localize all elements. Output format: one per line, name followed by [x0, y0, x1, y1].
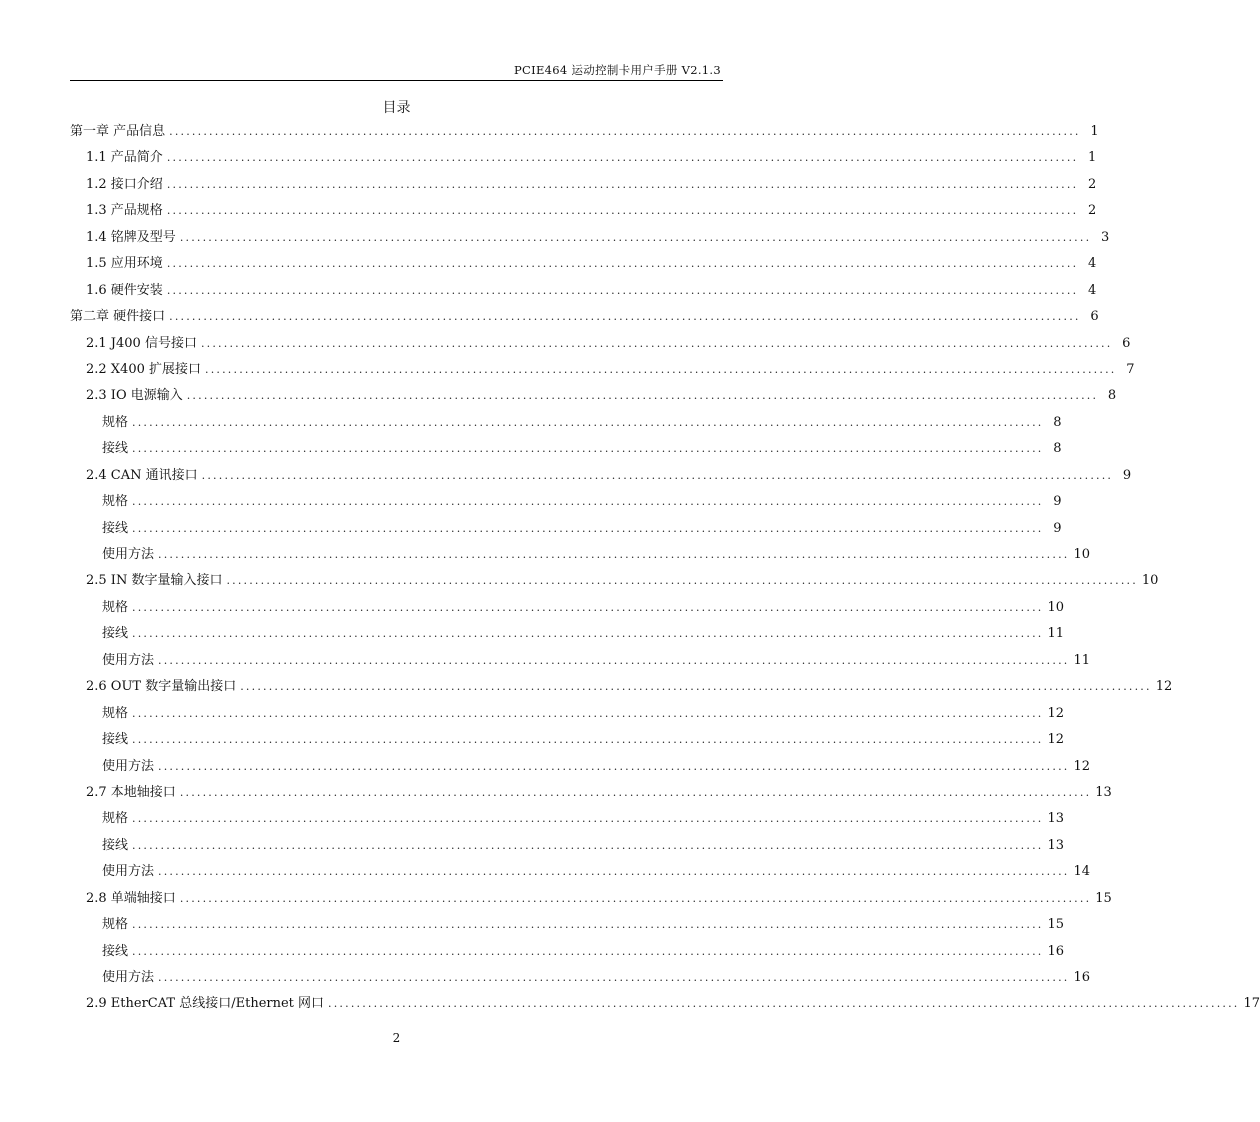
- page-number: 2: [392, 1031, 401, 1045]
- toc-entry[interactable]: [70, 965, 1091, 991]
- toc-entry-label: 2.3 IO 电源输入: [86, 388, 183, 404]
- toc-leader-dots: ................................................................................................................................................................: [132, 600, 1044, 614]
- toc-entry[interactable]: [70, 595, 1065, 621]
- toc-entry-page: 4: [1087, 282, 1097, 298]
- toc-entry-label: 2.6 OUT 数字量输出接口: [86, 679, 237, 695]
- toc-entry[interactable]: [70, 912, 1065, 938]
- toc-title: 目录: [382, 100, 411, 116]
- toc-entry-page: 13: [1047, 837, 1065, 853]
- toc-leader-dots: ................................................................................................................................................................: [328, 997, 1240, 1011]
- toc-entry-label: 规格: [102, 917, 129, 933]
- toc-entry-label: 接线: [102, 837, 129, 853]
- toc-leader-dots: ................................................................................................................................................................: [132, 838, 1044, 852]
- toc-entry-label: 2.2 X400 扩展接口: [86, 361, 202, 377]
- toc-entry-page: 1: [1087, 150, 1097, 166]
- toc-entry-page: 11: [1073, 652, 1091, 668]
- toc-entry[interactable]: [70, 516, 1062, 542]
- toc-entry[interactable]: [70, 780, 1112, 806]
- toc-entry[interactable]: [70, 383, 1117, 409]
- toc-leader-dots: ................................................................................................................................................................: [179, 785, 1092, 799]
- toc-entry-page: 17: [1243, 996, 1260, 1012]
- toc-entry[interactable]: [70, 806, 1065, 832]
- toc-leader-dots: ................................................................................................................................................................: [179, 891, 1092, 905]
- toc-entry[interactable]: [70, 939, 1065, 965]
- toc-entry-page: 14: [1073, 864, 1091, 880]
- toc-entry[interactable]: [70, 991, 1260, 1017]
- toc-entry-page: 10: [1047, 599, 1065, 615]
- toc-entry[interactable]: [70, 542, 1091, 568]
- toc-entry-page: 8: [1107, 388, 1117, 404]
- toc-entry[interactable]: [70, 410, 1062, 436]
- toc-entry-label: 使用方法: [102, 970, 155, 985]
- toc-entry-label: 1.2 接口介绍: [86, 176, 163, 192]
- toc-entry[interactable]: [70, 886, 1112, 912]
- toc-entry-label: 接线: [102, 441, 129, 457]
- toc-entry-page: 4: [1087, 256, 1097, 272]
- toc-entry[interactable]: [70, 119, 1099, 145]
- toc-entry[interactable]: [70, 225, 1110, 251]
- toc-entry-page: 11: [1047, 626, 1065, 642]
- toc-entry-label: 1.3 产品规格: [86, 203, 163, 219]
- toc-entry[interactable]: [70, 357, 1135, 383]
- toc-entry-label: 第一章 产品信息: [70, 124, 166, 139]
- toc-entry-label: 1.1 产品简介: [86, 150, 163, 166]
- toc-entry-page: 6: [1090, 309, 1099, 325]
- toc-leader-dots: ................................................................................................................................................................: [132, 521, 1044, 535]
- toc-leader-dots: ................................................................................................................................................................: [166, 177, 1079, 191]
- toc-entry-label: 1.6 硬件安装: [86, 282, 163, 298]
- toc-entry-page: 15: [1095, 890, 1112, 906]
- toc-leader-dots: ................................................................................................................................................................: [132, 495, 1044, 509]
- toc-leader-dots: ................................................................................................................................................................: [166, 151, 1079, 165]
- header-rule: [70, 80, 723, 81]
- toc-entry-label: 2.9 EtherCAT 总线接口/Ethernet 网口: [86, 996, 325, 1012]
- toc-entry-label: 第二章 硬件接口: [70, 309, 166, 325]
- toc-entry-page: 10: [1073, 547, 1091, 562]
- toc-leader-dots: ................................................................................................................................................................: [226, 574, 1138, 588]
- toc-entry-label: 规格: [102, 599, 129, 615]
- toc-leader-dots: ................................................................................................................................................................: [166, 204, 1079, 218]
- toc-entry[interactable]: [70, 278, 1097, 304]
- toc-entry-page: 15: [1047, 917, 1065, 933]
- toc-entry[interactable]: [70, 859, 1091, 885]
- toc-entry-page: 6: [1122, 335, 1131, 351]
- toc-entry-page: 10: [1141, 573, 1159, 589]
- toc-entry-page: 3: [1100, 229, 1110, 245]
- toc-entry-label: 1.4 铭牌及型号: [86, 229, 176, 245]
- toc-leader-dots: ................................................................................................................................................................: [158, 653, 1070, 667]
- toc-entry-page: 8: [1053, 441, 1062, 457]
- toc-entry[interactable]: [70, 648, 1091, 674]
- toc-leader-dots: ................................................................................................................................................................: [158, 865, 1070, 879]
- toc-entry-page: 7: [1126, 361, 1135, 377]
- toc-leader-dots: ................................................................................................................................................................: [158, 971, 1070, 984]
- toc-leader-dots: ................................................................................................................................................................: [179, 230, 1092, 244]
- toc-entry-page: 9: [1053, 494, 1062, 510]
- toc-entry-page: 2: [1087, 203, 1097, 219]
- toc-entry-page: 1: [1090, 124, 1099, 139]
- toc-entry[interactable]: [70, 251, 1097, 277]
- toc-entry-label: 1.5 应用环境: [86, 256, 163, 272]
- toc-leader-dots: ................................................................................................................................................................: [240, 680, 1152, 694]
- toc-entry-label: 使用方法: [102, 864, 155, 880]
- toc-entry-label: 接线: [102, 943, 129, 959]
- toc-leader-dots: ................................................................................................................................................................: [132, 442, 1044, 456]
- toc-entry[interactable]: [70, 621, 1065, 647]
- toc-entry-label: 2.8 单端轴接口: [86, 890, 176, 906]
- toc-leader-dots: ................................................................................................................................................................: [132, 918, 1044, 932]
- toc-entry-page: 12: [1155, 679, 1173, 695]
- toc-entry[interactable]: [70, 674, 1173, 700]
- toc-entry[interactable]: [70, 754, 1091, 780]
- toc-leader-dots: ................................................................................................................................................................: [132, 627, 1044, 641]
- toc-entry-page: 8: [1053, 414, 1062, 430]
- toc-entry-label: 规格: [102, 494, 129, 510]
- toc-leader-dots: ................................................................................................................................................................: [166, 283, 1079, 297]
- toc-entry-label: 2.1 J400 信号接口: [86, 335, 197, 351]
- toc-entry[interactable]: [70, 304, 1099, 330]
- toc-leader-dots: ................................................................................................................................................................: [132, 812, 1044, 826]
- toc-entry-label: 使用方法: [102, 652, 155, 668]
- toc-leader-dots: ................................................................................................................................................................: [132, 944, 1044, 958]
- toc-entry-label: 使用方法: [102, 758, 155, 774]
- toc-leader-dots: ................................................................................................................................................................: [158, 548, 1070, 561]
- toc-entry[interactable]: [70, 727, 1065, 753]
- toc-entry-page: 12: [1047, 732, 1065, 748]
- toc-leader-dots: ................................................................................................................................................................: [186, 389, 1099, 403]
- toc-entry[interactable]: [70, 568, 1159, 594]
- toc-leader-dots: ................................................................................................................................................................: [200, 336, 1113, 350]
- toc-entry-label: 2.5 IN 数字量输入接口: [86, 573, 223, 589]
- toc-entry-label: 规格: [102, 414, 129, 430]
- toc-entry[interactable]: [70, 489, 1062, 515]
- toc-entry[interactable]: [70, 145, 1097, 171]
- toc-leader-dots: ................................................................................................................................................................: [201, 468, 1114, 482]
- running-header: PCIE464 运动控制卡用户手册 V2.1.3: [514, 63, 721, 77]
- toc-entry-page: 9: [1122, 467, 1132, 483]
- toc-entry-label: 使用方法: [102, 547, 155, 562]
- toc-entry-page: 9: [1053, 520, 1062, 536]
- toc-entry-label: 接线: [102, 520, 129, 536]
- toc-entry[interactable]: [70, 331, 1131, 357]
- toc-entry-page: 13: [1095, 784, 1112, 800]
- toc-entry-label: 规格: [102, 811, 129, 827]
- toc-entry-label: 2.7 本地轴接口: [86, 784, 176, 800]
- toc-entry-label: 接线: [102, 732, 129, 748]
- toc-entry-page: 12: [1073, 758, 1091, 774]
- toc-leader-dots: ................................................................................................................................................................: [169, 310, 1081, 324]
- toc-leader-dots: ................................................................................................................................................................: [132, 733, 1044, 747]
- toc-entry-page: 2: [1087, 176, 1097, 192]
- toc-entry[interactable]: [70, 198, 1097, 224]
- toc-entry-page: 16: [1073, 970, 1091, 985]
- toc-entry-page: 16: [1047, 943, 1065, 959]
- toc-entry-page: 13: [1047, 811, 1065, 827]
- toc-entry-label: 2.4 CAN 通讯接口: [86, 467, 198, 483]
- toc-entry[interactable]: [70, 833, 1065, 859]
- table-of-contents: [70, 119, 1260, 1018]
- toc-entry-label: 规格: [102, 705, 129, 721]
- toc-entry[interactable]: [70, 701, 1065, 727]
- toc-entry[interactable]: [70, 463, 1132, 489]
- toc-entry[interactable]: [70, 436, 1062, 462]
- toc-leader-dots: ................................................................................................................................................................: [169, 125, 1081, 138]
- toc-entry-page: 12: [1047, 705, 1065, 721]
- toc-leader-dots: ................................................................................................................................................................: [158, 759, 1070, 773]
- toc-leader-dots: ................................................................................................................................................................: [132, 415, 1044, 429]
- toc-leader-dots: ................................................................................................................................................................: [205, 362, 1117, 376]
- toc-entry[interactable]: [70, 172, 1097, 198]
- toc-leader-dots: ................................................................................................................................................................: [166, 257, 1079, 271]
- toc-leader-dots: ................................................................................................................................................................: [132, 706, 1044, 720]
- toc-entry-label: 接线: [102, 626, 129, 642]
